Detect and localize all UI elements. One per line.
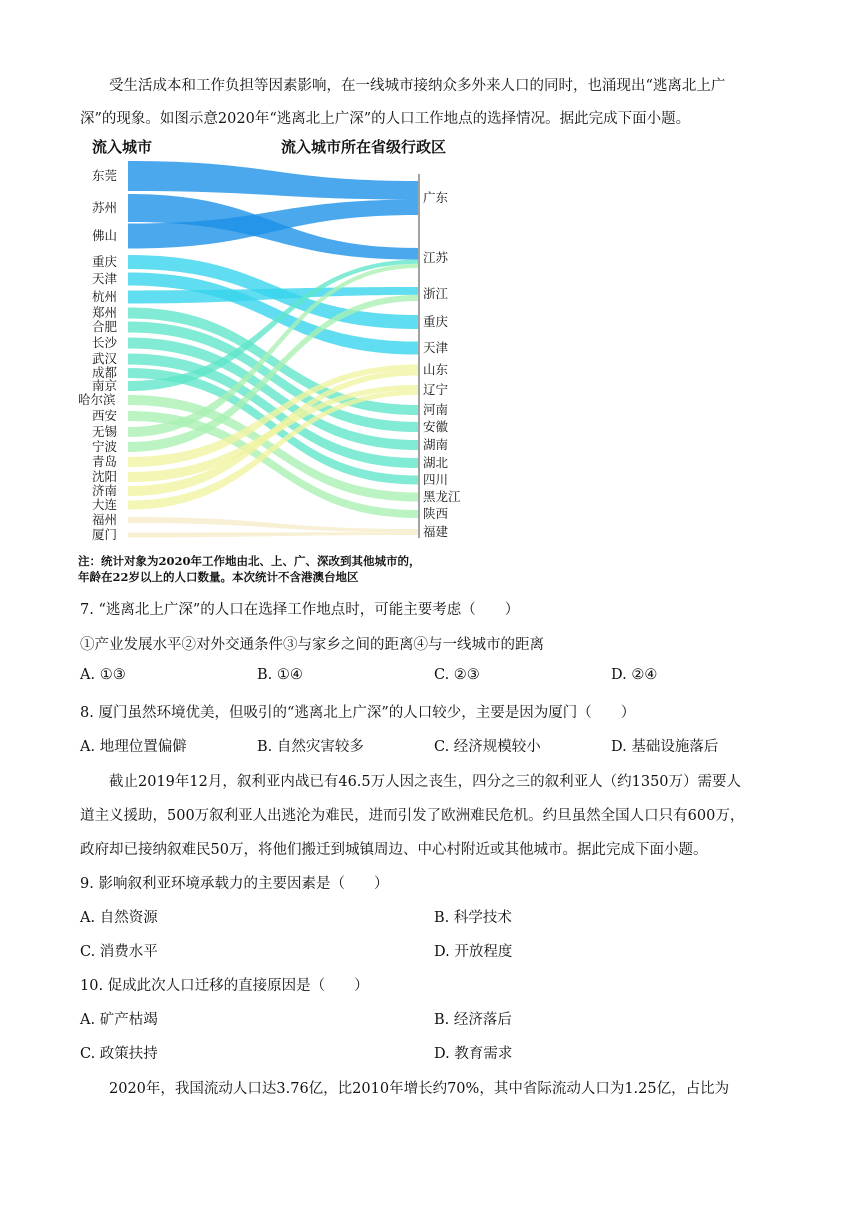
q8-option-a: A. 地理位置偏僻 xyxy=(80,739,187,755)
source-label: 武汉 xyxy=(92,351,118,366)
q8-option-c: C. 经济规模较小 xyxy=(434,739,541,755)
sankey-link-东莞-广东 xyxy=(128,161,418,200)
q8-stem: 8. 厦门虽然环境优美，但吸引的“逃离北上广深”的人口较少，主要是因为厦门（ ） xyxy=(80,705,636,721)
q7-stem: 7. “逃离北上广深”的人口在选择工作地点时，可能主要考虑（ ） xyxy=(80,602,520,618)
target-label: 安徽 xyxy=(423,419,449,434)
target-label: 山东 xyxy=(423,362,449,377)
source-label: 青岛 xyxy=(92,454,118,469)
source-label: 宁波 xyxy=(92,439,118,454)
target-label: 四川 xyxy=(423,472,449,487)
q9-option-b: B. 科学技术 xyxy=(434,910,512,926)
target-label: 河南 xyxy=(423,402,449,417)
source-label: 哈尔滨 xyxy=(78,392,116,407)
target-label: 辽宁 xyxy=(423,382,449,397)
q10-option-c: C. 政策扶持 xyxy=(80,1046,158,1062)
q7-option-b: B. ①④ xyxy=(257,667,303,683)
source-label: 东莞 xyxy=(92,168,118,183)
q10-option-d: D. 教育需求 xyxy=(434,1046,513,1062)
source-label: 沈阳 xyxy=(92,469,118,484)
target-label: 黑龙江 xyxy=(423,489,461,504)
source-label: 无锡 xyxy=(92,424,118,439)
target-label: 湖南 xyxy=(423,437,449,452)
q7-factors: ①产业发展水平②对外交通条件③与家乡之间的距离④与一线城市的距离 xyxy=(80,637,544,653)
intro3-line1: 2020年，我国流动人口达3.76亿，比2010年增长约70%，其中省际流动人口为1.25亿，占比为 xyxy=(109,1081,730,1097)
q8-option-d: D. 基础设施落后 xyxy=(611,739,719,755)
intro2-line3: 政府却已接纳叙难民50万，将他们搬迁到城镇周边、中心村附近或其他城市。据此完成下面小题。 xyxy=(80,842,708,858)
target-label: 湖北 xyxy=(423,455,449,470)
sankey-link-福州-福建 xyxy=(128,517,418,532)
figure-left-header: 流入城市 xyxy=(92,138,153,156)
source-label: 厦门 xyxy=(92,527,118,542)
target-label: 陕西 xyxy=(423,506,449,521)
source-label: 天津 xyxy=(92,271,118,286)
target-label: 江苏 xyxy=(423,250,449,265)
target-label: 重庆 xyxy=(423,314,449,329)
sankey-figure xyxy=(78,134,478,584)
source-label: 佛山 xyxy=(92,228,118,243)
figure-note-line1: 注：统计对象为2020年工作地由北、上、广、深改到其他城市的， xyxy=(78,554,421,568)
q9-option-d: D. 开放程度 xyxy=(434,944,513,960)
target-label: 天津 xyxy=(423,340,449,355)
q9-option-a: A. 自然资源 xyxy=(80,910,158,926)
source-label: 成都 xyxy=(92,365,118,380)
target-label: 浙江 xyxy=(423,286,449,301)
source-label: 济南 xyxy=(92,483,118,498)
source-label: 苏州 xyxy=(92,200,118,215)
source-label: 杭州 xyxy=(92,289,118,304)
q8-option-b: B. 自然灾害较多 xyxy=(257,739,364,755)
intro1-line2: 深”的现象。如图示意2020年“逃离北上广深”的人口工作地点的选择情况。据此完成下面小题。 xyxy=(80,111,691,127)
intro1-line1: 受生活成本和工作负担等因素影响，在一线城市接纳众多外来人口的同时，也涌现出“逃离北上广 xyxy=(109,78,726,94)
q9-stem: 9. 影响叙利亚环境承载力的主要因素是（ ） xyxy=(80,876,389,892)
q9-option-c: C. 消费水平 xyxy=(80,944,158,960)
source-label: 重庆 xyxy=(92,254,118,269)
target-label: 广东 xyxy=(423,190,449,205)
q7-option-a: A. ①③ xyxy=(80,667,126,683)
figure-note-line2: 年龄在22岁以上的人口数量。本次统计不含港澳台地区 xyxy=(78,570,359,584)
sankey-svg xyxy=(78,134,478,544)
source-label: 福州 xyxy=(92,512,118,527)
source-label: 南京 xyxy=(92,378,118,393)
source-label: 郑州 xyxy=(92,305,118,320)
q7-option-d: D. ②④ xyxy=(611,667,658,683)
source-label: 大连 xyxy=(92,497,118,512)
q10-option-a: A. 矿产枯竭 xyxy=(80,1012,158,1028)
intro2-line2: 道主义援助，500万叙利亚人出逃沦为难民，进而引发了欧洲难民危机。约旦虽然全国人口只有600万， xyxy=(80,808,745,824)
q10-stem: 10. 促成此次人口迁移的直接原因是（ ） xyxy=(80,978,369,994)
q10-option-b: B. 经济落后 xyxy=(434,1012,512,1028)
q7-option-c: C. ②③ xyxy=(434,667,480,683)
figure-right-header: 流入城市所在省级行政区 xyxy=(281,138,447,156)
intro2-line1: 截止2019年12月，叙利亚内战已有46.5万人因之丧生，四分之三的叙利亚人（约1350万）需要人 xyxy=(109,774,742,790)
sankey-link-厦门-福建 xyxy=(128,532,418,537)
source-label: 西安 xyxy=(92,408,118,423)
source-label: 合肥 xyxy=(92,319,118,334)
target-label: 福建 xyxy=(423,524,449,539)
source-label: 长沙 xyxy=(92,335,118,350)
